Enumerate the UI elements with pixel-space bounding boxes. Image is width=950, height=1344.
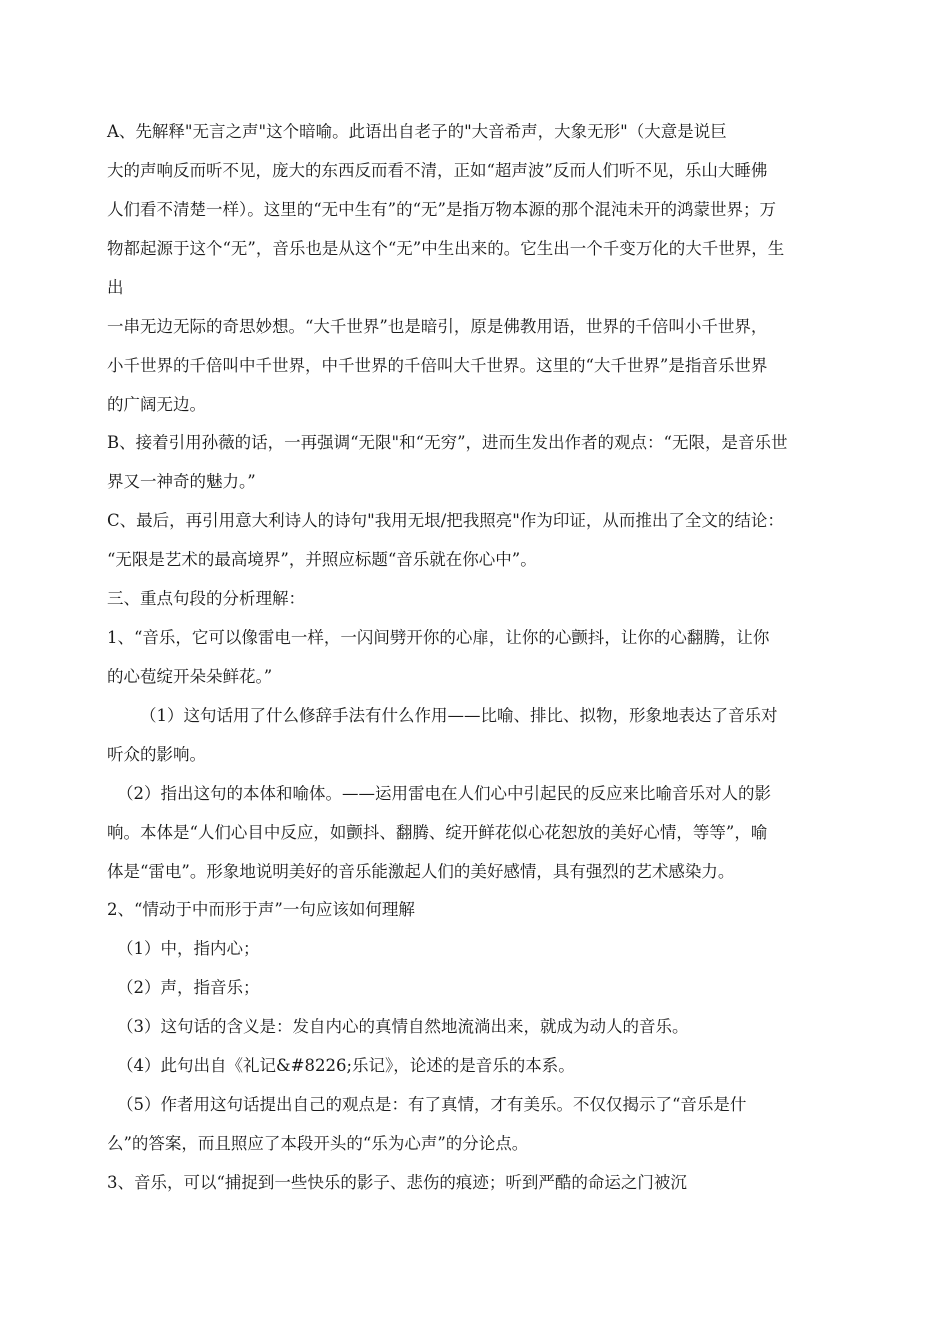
text-line: 的心苞绽开朵朵鲜花。” bbox=[107, 667, 273, 686]
text-line: “无限是艺术的最高境界”，并照应标题“音乐就在你心中”。 bbox=[107, 550, 537, 569]
text-line: 响。本体是“人们心目中反应，如颤抖、翻腾、绽开鲜花似心花恕放的美好心情，等等”，喻 bbox=[107, 823, 768, 842]
text-line: 界又一神奇的魅力。” bbox=[107, 472, 256, 491]
text-line: 小千世界的千倍叫中千世界，中千世界的千倍叫大千世界。这里的“大千世界”是指音乐世界 bbox=[107, 356, 768, 375]
text-line: 人们看不清楚一样）。这里的“无中生有”的“无”是指万物本源的那个混沌未开的鸿蒙世界；万 bbox=[107, 200, 776, 219]
text-line: 一串无边无际的奇思妙想。“大千世界”也是暗引，原是佛教用语，世界的千倍叫小千世界， bbox=[107, 317, 768, 336]
text-line: （2）声，指音乐； bbox=[117, 978, 260, 997]
text-line: C、最后，再引用意大利诗人的诗句"我用无垠/把我照亮"作为印证，从而推出了全文的结论： bbox=[107, 511, 784, 530]
text-line: 2、“情动于中而形于声”一句应该如何理解 bbox=[107, 900, 415, 919]
text-line: 么”的答案，而且照应了本段开头的“乐为心声”的分论点。 bbox=[107, 1134, 529, 1153]
text-line: 的广阔无边。 bbox=[107, 395, 206, 414]
text-line: 体是“雷电”。形象地说明美好的音乐能激起人们的美好感情，具有强烈的艺术感染力。 bbox=[107, 862, 735, 881]
text-line: 三、重点句段的分析理解： bbox=[107, 589, 305, 608]
text-line: （2）指出这句的本体和喻体。——运用雷电在人们心中引起民的反应来比喻音乐对人的影 bbox=[117, 784, 771, 803]
text-line: （5）作者用这句话提出自己的观点是：有了真情，才有美乐。不仅仅揭示了“音乐是什 bbox=[117, 1095, 747, 1114]
text-line: B、接着引用孙薇的话，一再强调“无限"和“无穷”，进而生发出作者的观点：“无限，是音乐世 bbox=[107, 433, 788, 452]
text-line: A、先解释"无言之声"这个暗喻。此语出自老子的"大音希声，大象无形"（大意是说巨 bbox=[107, 122, 727, 141]
text-line: 物都起源于这个“无”，音乐也是从这个“无”中生出来的。它生出一个千变万化的大千世界，生 bbox=[107, 239, 785, 258]
text-line: 3、音乐，可以“捕捉到一些快乐的影子、悲伤的痕迹；听到严酷的命运之门被沉 bbox=[107, 1173, 687, 1192]
text-line: 出 bbox=[107, 278, 124, 297]
text-line: 大的声响反而听不见，庞大的东西反而看不清，正如“超声波”反而人们听不见，乐山大睡佛 bbox=[107, 161, 768, 180]
text-line: 1、“音乐，它可以像雷电一样，一闪间劈开你的心扉，让你的心颤抖，让你的心翻腾，让你 bbox=[107, 628, 770, 647]
text-line: （1）中，指内心； bbox=[117, 939, 260, 958]
text-line: （4）此句出自《礼记&#8226;乐记》，论述的是音乐的本系。 bbox=[117, 1056, 575, 1075]
text-line: （1）这句话用了什么修辞手法有什么作用——比喻、排比、拟物，形象地表达了音乐对 bbox=[140, 706, 778, 725]
text-line: （3）这句话的含义是：发自内心的真情自然地流淌出来，就成为动人的音乐。 bbox=[117, 1017, 689, 1036]
text-line: 听众的影响。 bbox=[107, 745, 206, 764]
